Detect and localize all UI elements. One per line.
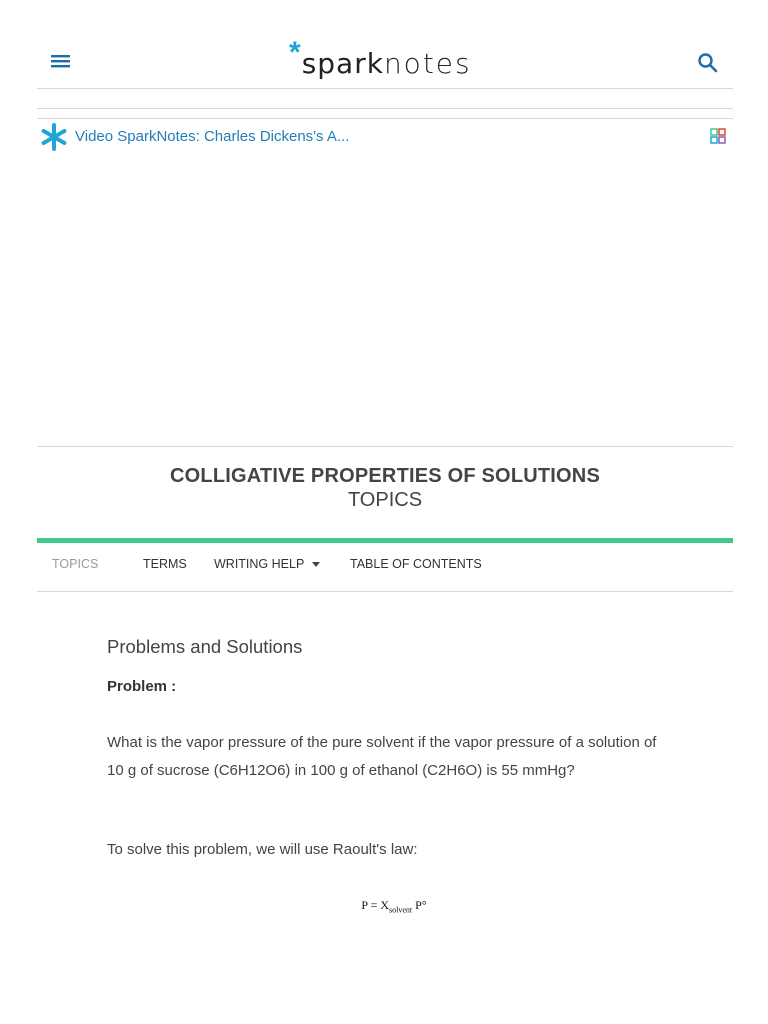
page-title-block xyxy=(37,446,733,538)
article-content xyxy=(107,636,667,914)
video-player-icon[interactable] xyxy=(710,128,726,144)
page-title: COLLIGATIVE PROPERTIES OF SOLUTIONS xyxy=(170,465,600,487)
logo-star: * xyxy=(289,36,301,69)
nav-item-writing-help[interactable] xyxy=(214,557,320,571)
sparknotes-logo[interactable] xyxy=(289,36,472,82)
problem-text: What is the vapor pressure of the pure solvent if the vapor pressure of a solution of 10 g of sucrose (C6H12O6) in 100 g of ethanol (C2H6O) is 55 mmHg? xyxy=(107,734,657,779)
chevron-down-icon xyxy=(312,562,320,567)
sparknotes-star-icon xyxy=(39,122,69,152)
problem-label: Problem : xyxy=(107,678,177,695)
logo-spark-text: spark xyxy=(301,47,384,80)
video-title-link[interactable]: Video SparkNotes: Charles Dickens's A... xyxy=(75,128,350,145)
divider xyxy=(37,118,733,119)
nav-item-terms[interactable]: TERMS xyxy=(143,557,187,571)
formula-subscript: solvent xyxy=(389,905,413,915)
nav-item-topics[interactable]: TOPICS xyxy=(52,557,99,571)
video-bar[interactable] xyxy=(37,120,733,154)
solution-intro: To solve this problem, we will use Raoult's law: xyxy=(107,841,418,858)
logo-notes-text: notes xyxy=(383,47,472,80)
video-player-area[interactable] xyxy=(37,155,733,445)
search-icon[interactable] xyxy=(696,51,720,75)
raoult-law-formula xyxy=(107,898,667,914)
page-subtitle: TOPICS xyxy=(347,489,423,511)
formula-right: P° xyxy=(412,898,427,912)
site-header xyxy=(37,0,733,89)
formula-left: P = X xyxy=(361,898,390,912)
divider xyxy=(37,108,733,109)
section-nav xyxy=(37,543,733,592)
section-title: Problems and Solutions xyxy=(107,636,303,657)
hamburger-menu-icon[interactable] xyxy=(49,52,73,72)
nav-item-writing-help-label: WRITING HELP xyxy=(214,557,305,571)
nav-item-table-of-contents[interactable]: TABLE OF CONTENTS xyxy=(350,557,482,571)
